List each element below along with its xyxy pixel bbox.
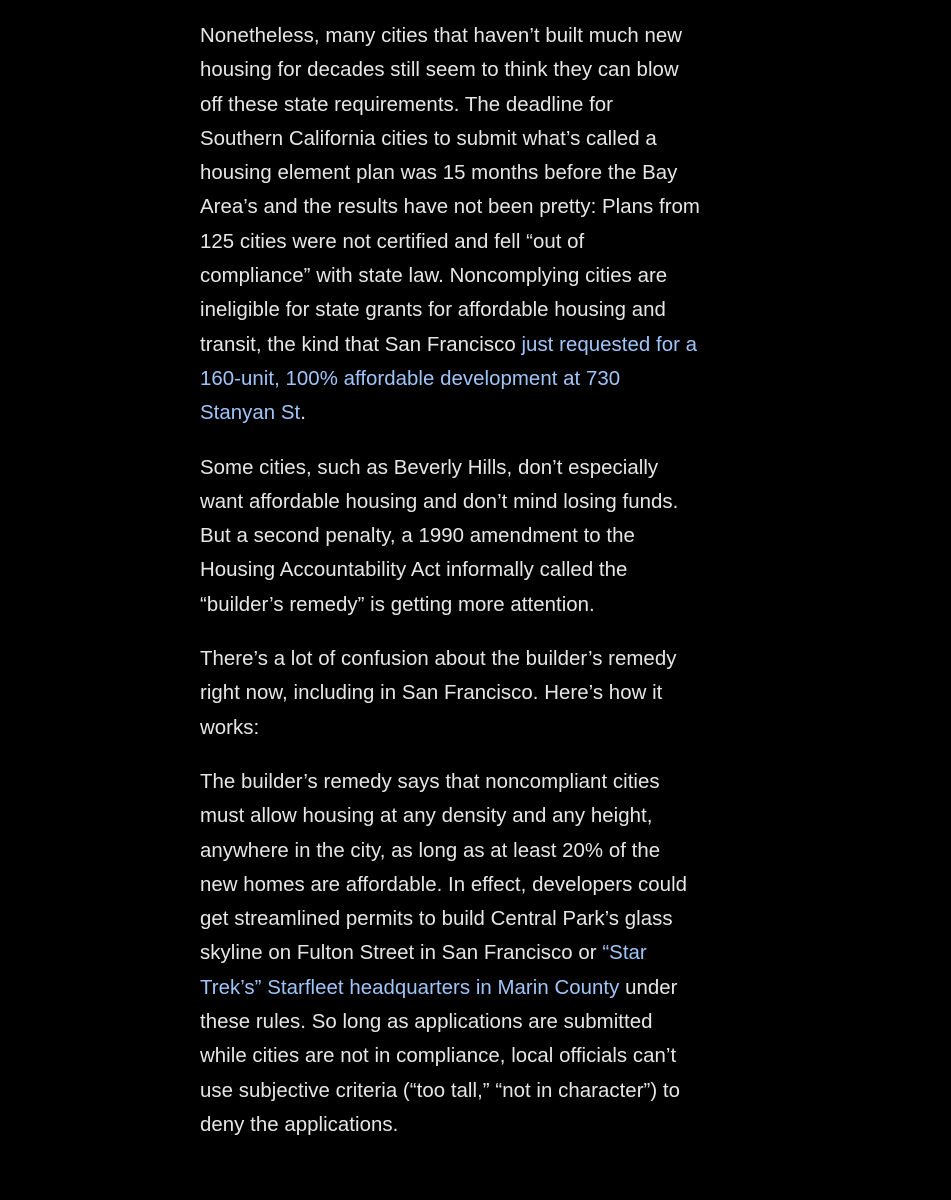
paragraph-builders-remedy-intro: [200, 451, 700, 622]
paragraph-text: Some cities, such as Beverly Hills, don’t especially want affordable housing and don’t mind losing funds. But a second penalty, a 1990 amendment to the Housing Accountability Act informally called the “builder’s remedy” is getting more attention.: [200, 456, 679, 616]
paragraph-how-it-works: [200, 765, 700, 1142]
stanyan-development-link[interactable]: just requested for a 160-unit, 100% affordable development at 730 Stanyan St: [200, 333, 698, 425]
paragraph-text: There’s a lot of confusion about the builder’s remedy right now, including in San Francisco. Here’s how it works:: [200, 648, 677, 739]
starfleet-headquarters-link[interactable]: “Star Trek’s” Starfleet headquarters in Marin County: [200, 942, 647, 999]
article-body: [200, 19, 700, 1162]
paragraph-text-end: under these rules. So long as applications are submitted while cities are not in compliance, local officials can’t use subjective criteria (“too tall,” “not in character”) to deny the applications.: [200, 976, 681, 1136]
paragraph-text-end: .: [300, 402, 306, 425]
paragraph-text: The builder’s remedy says that noncompliant cities must allow housing at any density and any height, anywhere in the city, as long as at least 20% of the new homes are affordable. In effect, developers could get streamlined permits to build Central Park’s glass skyline on Fulton Street in San Francisco or: [200, 770, 688, 965]
paragraph-text: Nonetheless, many cities that haven’t built much new housing for decades still seem to think they can blow off these state requirements. The deadline for Southern California cities to submit what’s called a housing element plan was 15 months before the Bay Area’s and the results have not been pretty: Plans from 125 cities were not certified and fell “out of compliance” with state law. Noncomplying cities are ineligible for state grants for affordable housing and transit, the kind that San Francisco: [200, 25, 700, 356]
paragraph-compliance: [200, 19, 700, 431]
paragraph-confusion: [200, 642, 700, 745]
